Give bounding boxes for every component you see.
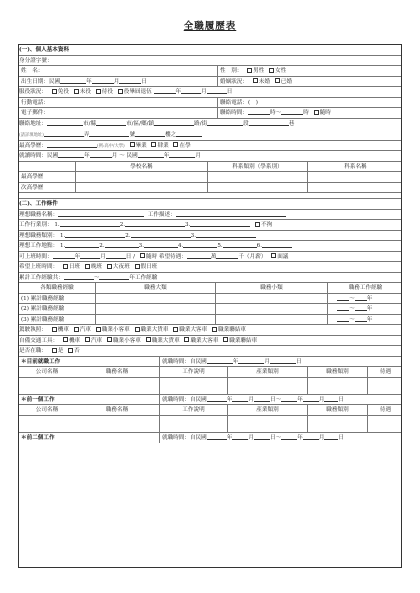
- job-category-row[interactable]: 理想職務類別： 1. 2. 3.: [19, 231, 401, 242]
- mobile-field[interactable]: 行動電話：: [21, 99, 49, 106]
- start-salary-row: 可上班時間： 年 月 日 / 隨時 希望待遇： 萬 千（月薪） 面議: [19, 252, 401, 263]
- employed-no-checkbox[interactable]: [68, 348, 73, 353]
- vehicle-scooter-checkbox[interactable]: [63, 337, 68, 342]
- job-h-desc: 工作說明: [159, 405, 227, 415]
- school-row-second: [19, 183, 401, 194]
- name-field[interactable]: 姓 名：: [21, 68, 44, 74]
- id-number-row[interactable]: 身分證字號：: [19, 56, 401, 67]
- prev-job2-period[interactable]: 就職時間：自民國 年 月 日～ 年 月 日: [159, 433, 401, 444]
- school-name-header: 學校名稱: [75, 162, 207, 172]
- experience-total-row[interactable]: 累計工作經驗共： ～ 年工作經驗: [19, 273, 401, 284]
- job-h-position: 職務名稱: [105, 407, 129, 413]
- prev-job1-row: [19, 395, 401, 406]
- exp-years-cell[interactable]: ～ 年: [327, 294, 401, 304]
- location-row[interactable]: 理想工作地點： 1. 2. 3. 4. 5. 6.: [19, 241, 401, 252]
- prev-job2-label: ＊前二個工作: [21, 434, 55, 441]
- exp-major-cell[interactable]: [95, 304, 215, 314]
- highest-school-cell[interactable]: [75, 172, 207, 182]
- job-h-position: 職務名稱: [105, 369, 129, 375]
- exp-h-years: 職務工作經驗: [327, 283, 401, 293]
- employed-yes-checkbox[interactable]: [52, 348, 57, 353]
- vehicle-trailer-checkbox[interactable]: [223, 337, 228, 342]
- job-h-company: 公司名稱: [35, 369, 59, 375]
- mil-exempt-checkbox[interactable]: [52, 89, 57, 94]
- current-job-period[interactable]: 就職時間：自民國 年 月 日: [159, 357, 401, 367]
- prev-job2-row: [19, 433, 401, 444]
- prev-job1-body[interactable]: [19, 416, 401, 433]
- license-heavy-checkbox[interactable]: [135, 327, 140, 332]
- license-trailer-checkbox[interactable]: [212, 327, 217, 332]
- current-job-header: [19, 367, 401, 378]
- highest-deptname-cell[interactable]: [307, 172, 401, 182]
- prev-job1-label: ＊前一個工作: [21, 396, 55, 403]
- page-title: 全職履歷表: [183, 21, 237, 32]
- anytime-checkbox[interactable]: [314, 110, 319, 115]
- school-row-highest: [19, 172, 401, 183]
- shift-row: 希望上班時間： 日班 晚班 大夜班 假日班: [19, 262, 401, 273]
- exp-row-label: (2) 累計職務經驗: [21, 306, 65, 312]
- second-edu-label: 次高學歷: [21, 184, 44, 191]
- exp-h-minor: 職務小類: [215, 283, 327, 293]
- exp-row-label: (1) 累計職務經驗: [21, 295, 65, 302]
- studying-checkbox[interactable]: [173, 142, 178, 147]
- exp-major-cell[interactable]: [95, 315, 215, 325]
- mil-wait-checkbox[interactable]: [96, 89, 101, 94]
- job-h-category: 職務類別: [307, 367, 367, 377]
- exp-h-category: 各類職務經驗: [40, 285, 74, 291]
- exp-h-major: 職務大類: [95, 283, 215, 293]
- second-school-cell[interactable]: [75, 183, 207, 193]
- vehicle-car-checkbox[interactable]: [85, 337, 90, 342]
- holiday-shift-checkbox[interactable]: [135, 264, 140, 269]
- email-time-row: [19, 108, 401, 119]
- second-deptname-cell[interactable]: [307, 183, 401, 193]
- start-immediate-checkbox[interactable]: [140, 253, 145, 258]
- current-job-body[interactable]: [19, 378, 401, 395]
- prev-job1-header: [19, 405, 401, 416]
- mobile-phone-row: [19, 98, 401, 109]
- school-table-header: [19, 162, 401, 173]
- job-h-benefits: 待遇: [367, 367, 401, 377]
- exp-table-row-3: [19, 315, 401, 326]
- name-gender-row: [19, 66, 401, 77]
- mil-done-checkbox[interactable]: [118, 89, 123, 94]
- exp-minor-cell[interactable]: [215, 315, 327, 325]
- dept-category-header: 科系類別（學系別）: [207, 162, 307, 172]
- military-row: 服役狀況： 免役 未役 待役 役畢屆退伍 年 月 日: [19, 87, 401, 98]
- section-personal-header: (一)、個人基本資料: [19, 45, 401, 56]
- vehicle-row: 自備交通工具： 機車 汽車 職業小客車 職業大貨車 職業大客車 職業聯結車: [19, 336, 401, 347]
- study-period-row[interactable]: 就讀時間：民國 年 月 ～ 民國 年 月: [19, 151, 401, 162]
- job-h-industry: 產業類別: [227, 367, 307, 377]
- salary-negotiable-checkbox[interactable]: [271, 253, 276, 258]
- married-checkbox[interactable]: [275, 78, 280, 83]
- license-car-checkbox[interactable]: [74, 327, 79, 332]
- exp-minor-cell[interactable]: [215, 294, 327, 304]
- prev-job1-period[interactable]: 就職時間：自民國 年 月 日～ 年 月 日: [159, 395, 401, 405]
- vehicle-bus-checkbox[interactable]: [184, 337, 189, 342]
- exp-table-header: [19, 283, 401, 294]
- phone-field[interactable]: 聯絡電話：( ): [217, 98, 401, 108]
- vehicle-light-checkbox[interactable]: [107, 337, 112, 342]
- employed-row: 是否在職： 是 否: [19, 346, 401, 357]
- license-light-checkbox[interactable]: [96, 327, 101, 332]
- job-h-benefits: 待遇: [367, 405, 401, 415]
- highest-dept-cell[interactable]: [207, 172, 307, 182]
- current-job-label: ＊目前就職工作: [21, 358, 61, 365]
- job-h-company: 公司名稱: [35, 407, 59, 413]
- industry-nolimit-checkbox[interactable]: [255, 222, 260, 227]
- education-row: 最高學歷： (例:高中/大學) 畢業 肄業 在學: [19, 141, 401, 152]
- second-dept-cell[interactable]: [207, 183, 307, 193]
- female-checkbox[interactable]: [269, 68, 274, 73]
- overnight-shift-checkbox[interactable]: [107, 264, 112, 269]
- dropout-checkbox[interactable]: [151, 142, 156, 147]
- exp-minor-cell[interactable]: [215, 304, 327, 314]
- graduated-checkbox[interactable]: [130, 142, 135, 147]
- gender-field: 性 別： 男性 女性: [217, 66, 401, 76]
- exp-table-row-2: [19, 304, 401, 315]
- address-row-2[interactable]: (請詳填地址) 弄 號 樓之: [19, 130, 401, 141]
- exp-table-row-1: [19, 294, 401, 305]
- dept-name-header: 科系名稱: [307, 162, 401, 172]
- exp-major-cell[interactable]: [95, 294, 215, 304]
- day-shift-checkbox[interactable]: [63, 264, 68, 269]
- highest-edu-label: 最高學歷: [21, 174, 44, 180]
- contact-time-field: 聯絡時間： 時～ 時 隨時: [217, 108, 401, 118]
- exp-years-cell[interactable]: ～ 年: [327, 315, 401, 325]
- ideal-job-row[interactable]: 理想職務名稱： 工作描述：: [19, 210, 401, 221]
- male-checkbox[interactable]: [247, 68, 252, 73]
- mil-not-checkbox[interactable]: [74, 89, 79, 94]
- single-checkbox[interactable]: [253, 78, 258, 83]
- job-h-industry: 產業類別: [227, 405, 307, 415]
- industry-row[interactable]: 工作行業別： 1. 2. 3. 不拘: [19, 220, 401, 231]
- license-bus-checkbox[interactable]: [173, 327, 178, 332]
- section-work-header: (二)、工作條件: [19, 199, 401, 210]
- birth-date-field[interactable]: 出生日期：民國 年 月 日: [21, 78, 147, 85]
- license-row: 駕駛執照： 機車 汽車 職業小客車 職業大貨車 職業大客車 職業聯結車: [19, 325, 401, 336]
- job-h-category: 職務類別: [307, 405, 367, 415]
- job-h-desc: 工作說明: [159, 367, 227, 377]
- license-scooter-checkbox[interactable]: [52, 327, 57, 332]
- marital-field: 婚姻狀況： 未婚 已婚: [217, 77, 401, 87]
- current-job-row: [19, 357, 401, 368]
- vehicle-heavy-checkbox[interactable]: [146, 337, 151, 342]
- birth-marital-row: [19, 77, 401, 88]
- exp-row-label: (3) 累計職務經驗: [21, 316, 65, 323]
- night-shift-checkbox[interactable]: [85, 264, 90, 269]
- address-row-1[interactable]: 聯絡地址： 市/縣 市/區/鄉/鎮 路/街 段 巷: [19, 120, 295, 127]
- email-field[interactable]: 電子郵件：: [21, 110, 49, 116]
- resume-form: [18, 44, 402, 568]
- exp-years-cell[interactable]: ～ 年: [327, 304, 401, 314]
